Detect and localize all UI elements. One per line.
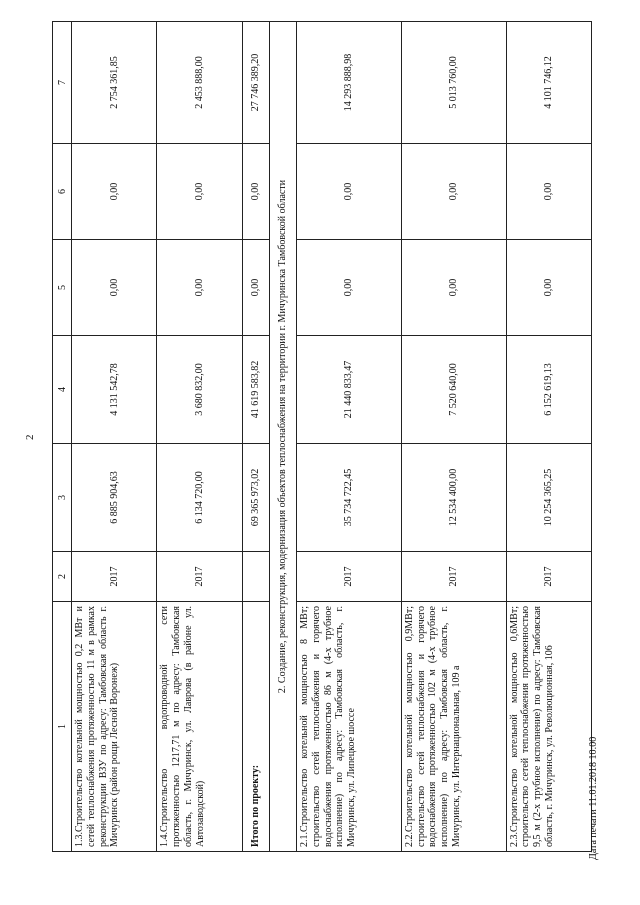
row-year: 2017 bbox=[506, 552, 592, 602]
row-value-col7: 4 101 746,12 bbox=[506, 22, 592, 144]
row-year: 2017 bbox=[72, 552, 157, 602]
row-value-col3: 6 134 720,00 bbox=[157, 444, 242, 552]
total-value-col3: 69 365 973,02 bbox=[242, 444, 269, 552]
rotated-table-wrapper bbox=[52, 22, 592, 852]
row-description: 1.3.Строительство котельной мощностью 0,2 МВт и сетей теплоснабжения протяженностью 11 м в рамках реконструкции ВЗУ по адресу: Тамбовская область г. Мичуринск (район рощи Лесной Воронеж) bbox=[72, 602, 157, 852]
row-description: 2.2.Строительство котельной мощностью 0,9МВт; строительство сетей теплоснабжения и горячего водоснабжения протяженностью 102 м (4-х трубное исполнение) по адресу: Тамбовская область, г. Мичуринск, ул. Интернациональная, 109 а bbox=[401, 602, 506, 852]
table-row bbox=[296, 22, 401, 852]
row-description: 1.4.Строительство водопроводной сети протяженностью 1217,71 м по адресу: Тамбовская область, г. Мичуринск, ул. Лаврова (в районе ул. Автозаводской) bbox=[157, 602, 242, 852]
row-value-col6: 0,00 bbox=[296, 144, 401, 240]
row-value-col7: 2 453 888,00 bbox=[157, 22, 242, 144]
column-header: 1 bbox=[53, 602, 72, 852]
row-value-col3: 10 254 365,25 bbox=[506, 444, 592, 552]
table-row bbox=[72, 22, 157, 852]
total-value-col5: 0,00 bbox=[242, 240, 269, 336]
row-value-col5: 0,00 bbox=[401, 240, 506, 336]
row-value-col6: 0,00 bbox=[401, 144, 506, 240]
row-value-col4: 3 680 832,00 bbox=[157, 336, 242, 444]
table-row bbox=[157, 22, 242, 852]
row-year: 2017 bbox=[296, 552, 401, 602]
row-value-col5: 0,00 bbox=[157, 240, 242, 336]
total-value-col6: 0,00 bbox=[242, 144, 269, 240]
table-row bbox=[506, 22, 592, 852]
column-header: 7 bbox=[53, 22, 72, 144]
column-header: 2 bbox=[53, 552, 72, 602]
row-value-col3: 35 734 722,45 bbox=[296, 444, 401, 552]
row-value-col4: 4 131 542,78 bbox=[72, 336, 157, 444]
header-row bbox=[53, 22, 72, 852]
print-date: Дата печати 11.01.2018 10:00 bbox=[588, 736, 599, 860]
row-value-col6: 0,00 bbox=[72, 144, 157, 240]
table-row bbox=[401, 22, 506, 852]
total-row bbox=[242, 22, 269, 852]
row-year: 2017 bbox=[157, 552, 242, 602]
row-value-col6: 0,00 bbox=[157, 144, 242, 240]
column-header: 4 bbox=[53, 336, 72, 444]
row-value-col6: 0,00 bbox=[506, 144, 592, 240]
row-value-col7: 14 293 888,98 bbox=[296, 22, 401, 144]
row-description: 2.3.Строительство котельной мощностью 0,6МВт; строительство сетей теплоснабжения протяженностью 9,5 м (2-х трубное исполнение) по адресу: Тамбовская область, г. Мичуринск, ул. Революционная, 106 bbox=[506, 602, 592, 852]
row-value-col5: 0,00 bbox=[72, 240, 157, 336]
column-header: 5 bbox=[53, 240, 72, 336]
row-value-col7: 2 754 361,85 bbox=[72, 22, 157, 144]
row-value-col5: 0,00 bbox=[296, 240, 401, 336]
row-value-col4: 6 152 619,13 bbox=[506, 336, 592, 444]
financing-table bbox=[52, 21, 592, 852]
row-value-col7: 5 013 760,00 bbox=[401, 22, 506, 144]
row-year: 2017 bbox=[401, 552, 506, 602]
column-header: 6 bbox=[53, 144, 72, 240]
total-value-col4: 41 619 583,82 bbox=[242, 336, 269, 444]
section-title: 2. Создание, реконструкция, модернизация объектов теплоснабжения на территории г. Мичуринска Тамбовской области bbox=[269, 22, 296, 852]
total-value-col7: 27 746 389,20 bbox=[242, 22, 269, 144]
column-header: 3 bbox=[53, 444, 72, 552]
row-description: 2.1.Строительство котельной мощностью 8 МВт; строительство сетей теплоснабжения и горячего водоснабжения протяженностью 86 м (4-х трубное исполнение) по адресу: Тамбовская область, г. Мичуринск, ул. Липецкое шоссе bbox=[296, 602, 401, 852]
row-value-col5: 0,00 bbox=[506, 240, 592, 336]
row-value-col4: 7 520 640,00 bbox=[401, 336, 506, 444]
row-value-col3: 6 885 904,63 bbox=[72, 444, 157, 552]
row-value-col4: 21 440 833,47 bbox=[296, 336, 401, 444]
page-number: 2 bbox=[24, 434, 36, 440]
row-value-col3: 12 534 400,00 bbox=[401, 444, 506, 552]
section-header-row bbox=[269, 22, 296, 852]
total-empty-cell bbox=[242, 552, 269, 602]
total-label: Итого по проекту: bbox=[242, 602, 269, 852]
